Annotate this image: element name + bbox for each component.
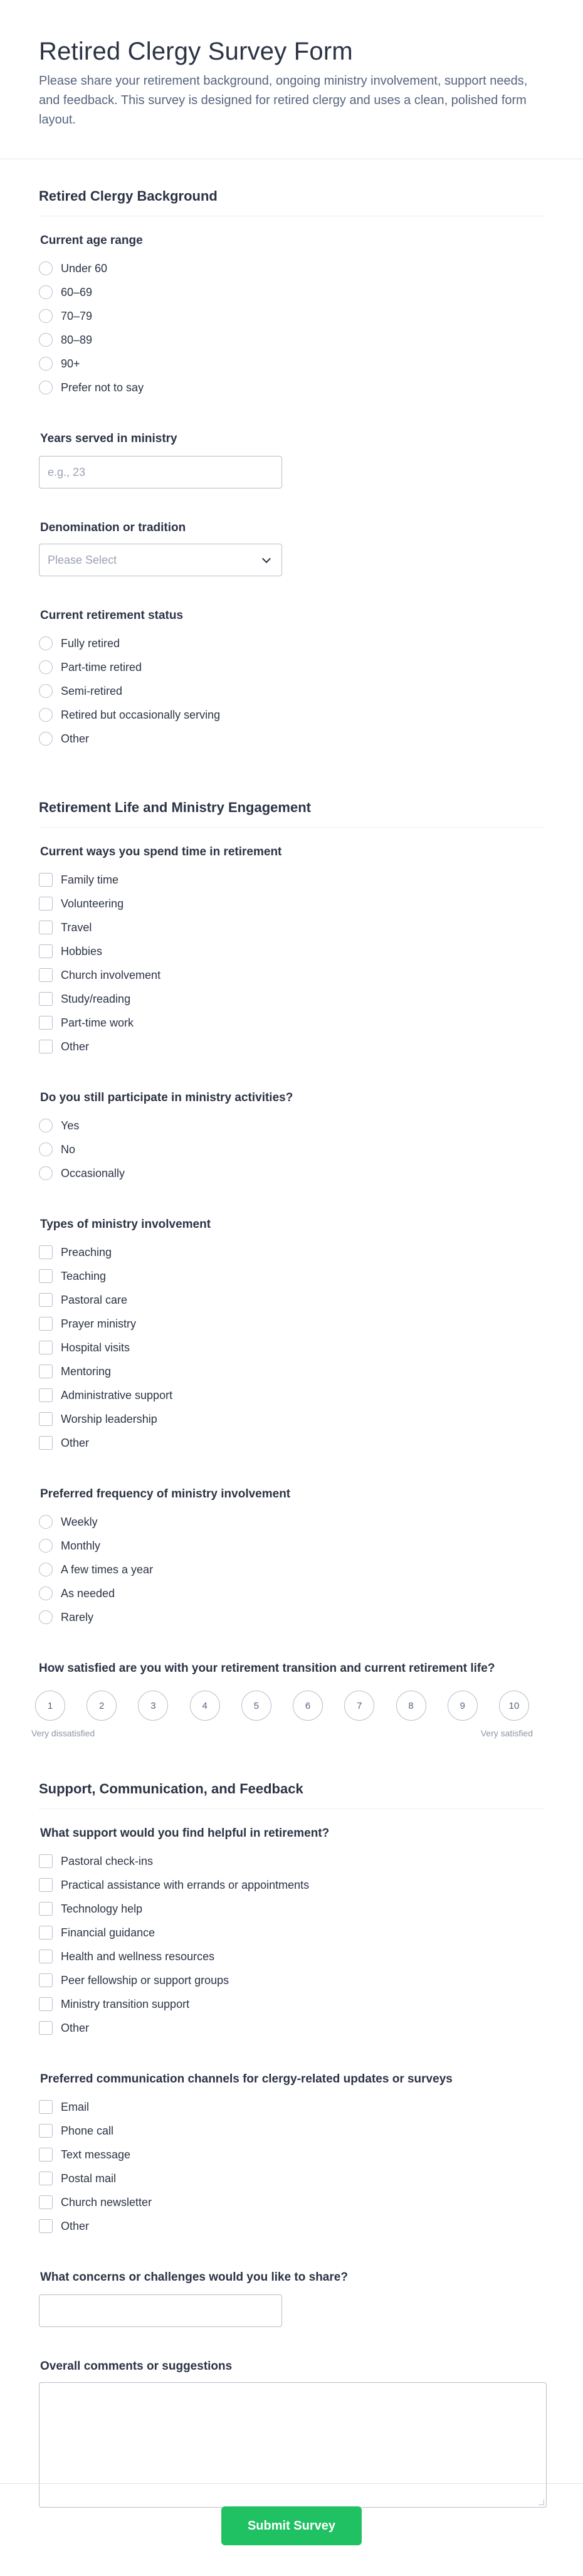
checkbox-option[interactable] [39,1288,544,1312]
radio-button[interactable] [39,285,53,299]
checkbox-option[interactable] [39,892,544,916]
question-frequency [39,1487,544,1629]
checkbox[interactable] [39,1854,53,1868]
checkbox[interactable] [39,2219,53,2233]
checkbox[interactable] [39,1926,53,1940]
radio-button[interactable] [39,1166,53,1180]
option-label: Weekly [61,1515,98,1528]
radio-button[interactable] [39,309,53,323]
checkbox-option[interactable] [39,1011,544,1035]
option-label: Hospital visits [61,1341,130,1354]
scale-point[interactable]: 9 [448,1691,478,1721]
section-title: Support, Communication, and Feedback [39,1781,303,1797]
checkbox-option[interactable] [39,2143,544,2167]
question-participate [39,1091,544,1185]
checkbox-option[interactable] [39,2016,544,2040]
checkbox-option[interactable] [39,916,544,939]
scale-point[interactable]: 6 [293,1691,323,1721]
question-years-served [39,432,544,488]
option-label: Fully retired [61,636,120,650]
checkbox[interactable] [39,1293,53,1307]
checkbox-option[interactable] [39,1945,544,1968]
option-label: Prayer ministry [61,1317,137,1330]
radio-option[interactable] [39,280,544,304]
option-label: Monthly [61,1539,101,1552]
checkbox-group [39,2095,544,2238]
radio-button[interactable] [39,660,53,674]
radio-option[interactable] [39,679,544,703]
question-label: Overall comments or suggestions [40,2360,233,2373]
checkbox-option[interactable] [39,1431,544,1455]
checkbox-option[interactable] [39,2167,544,2190]
radio-button[interactable] [39,357,53,371]
option-label: Retired but occasionally serving [61,708,221,721]
question-label: What concerns or challenges would you like to share? [40,2271,348,2284]
checkbox[interactable] [39,921,53,934]
option-label: Ministry transition support [61,1997,190,2010]
scale-point[interactable]: 8 [396,1691,426,1721]
option-label: Preaching [61,1245,112,1259]
checkbox-option[interactable] [39,1264,544,1288]
radio-button[interactable] [39,1586,53,1600]
option-label: Part-time retired [61,660,142,673]
scale-point[interactable]: 5 [241,1691,271,1721]
option-label: Under 60 [61,261,108,275]
option-label: Worship leadership [61,1412,157,1425]
option-label: Technology help [61,1902,143,1915]
question-satisfaction [31,1662,544,1738]
radio-button[interactable] [39,684,53,698]
checkbox[interactable] [39,1245,53,1259]
radio-button[interactable] [39,1119,53,1132]
radio-option[interactable] [39,655,544,679]
submit-button[interactable]: Submit Survey [221,2506,362,2545]
radio-option[interactable] [39,352,544,376]
radio-option[interactable] [39,376,544,399]
years-served-input[interactable] [39,456,282,488]
denomination-select[interactable] [39,544,282,576]
option-label: Pastoral care [61,1293,128,1306]
option-label: Phone call [61,2124,114,2137]
question-channels [39,2072,544,2238]
checkbox-option[interactable] [39,1873,544,1897]
option-label: Pastoral check-ins [61,1854,154,1867]
option-label: Mentoring [61,1365,112,1378]
question-spend-time [39,845,544,1058]
question-concerns [39,2271,544,2327]
option-label: Rarely [61,1610,94,1623]
option-label: Peer fellowship or support groups [61,1973,229,1987]
checkbox[interactable] [39,1269,53,1283]
section-header [39,1752,544,1809]
question-denomination [39,521,544,576]
checkbox-option[interactable] [39,2190,544,2214]
option-label: Teaching [61,1269,107,1282]
checkbox[interactable] [39,1388,53,1402]
option-label: No [61,1143,76,1156]
concerns-input[interactable] [39,2294,282,2327]
checkbox[interactable] [39,968,53,982]
radio-option[interactable] [39,1114,544,1138]
checkbox-option[interactable] [39,1992,544,2016]
section-header [39,159,544,216]
scale-low-label: Very dissatisfied [31,1728,95,1738]
question-label: Current ways you spend time in retirement [40,845,282,858]
radio-option[interactable] [39,1161,544,1185]
question-age-range [39,234,544,399]
scale-point[interactable]: 3 [138,1691,168,1721]
question-retirement-status [39,609,544,751]
radio-option[interactable] [39,328,544,352]
checkbox-option[interactable] [39,963,544,987]
section-engagement [0,771,583,1738]
radio-button[interactable] [39,333,53,347]
radio-option[interactable] [39,1558,544,1581]
option-label: As needed [61,1586,115,1600]
checkbox-option[interactable] [39,1240,544,1264]
radio-group [39,256,544,399]
checkbox[interactable] [39,873,53,887]
radio-group [39,1114,544,1185]
checkbox-option[interactable] [39,2119,544,2143]
radio-button[interactable] [39,1610,53,1624]
question-ministry-types [39,1218,544,1455]
question-label: Preferred frequency of ministry involvement [40,1487,291,1501]
checkbox[interactable] [39,944,53,958]
checkbox[interactable] [39,2021,53,2035]
checkbox-option[interactable] [39,1312,544,1336]
option-label: Other [61,1436,90,1449]
option-label: Practical assistance with errands or appointments [61,1878,310,1891]
section-title: Retirement Life and Ministry Engagement [39,800,311,815]
section-support [0,1752,583,2508]
checkbox[interactable] [39,1365,53,1378]
radio-option[interactable] [39,1581,544,1605]
radio-button[interactable] [39,636,53,650]
checkbox-option[interactable] [39,1383,544,1407]
option-label: Other [61,2219,90,2232]
checkbox-option[interactable] [39,1968,544,1992]
option-label: Semi-retired [61,684,123,697]
chevron-down-icon [262,554,271,562]
checkbox[interactable] [39,1016,53,1030]
checkbox-option[interactable] [39,1921,544,1945]
option-label: Church newsletter [61,2195,152,2209]
question-label: What support would you find helpful in retirement? [40,1827,330,1840]
question-label: Current age range [40,234,143,247]
option-label: Health and wellness resources [61,1950,215,1963]
question-label: Current retirement status [40,609,184,622]
form-footer [0,2483,583,2576]
checkbox-group [39,1849,544,2040]
checkbox-option[interactable] [39,1336,544,1359]
form-title: Retired Clergy Survey Form [39,38,353,65]
checkbox[interactable] [39,897,53,911]
option-label: Other [61,732,90,745]
radio-option[interactable] [39,703,544,727]
radio-button[interactable] [39,1515,53,1529]
checkbox[interactable] [39,2172,53,2185]
option-label: 70–79 [61,309,93,322]
checkbox[interactable] [39,1950,53,1963]
question-label: Preferred communication channels for clergy-related updates or surveys [40,2072,453,2086]
scale-point[interactable]: 4 [190,1691,220,1721]
radio-button[interactable] [39,708,53,722]
option-label: Yes [61,1119,80,1132]
scale-point[interactable]: 1 [35,1691,65,1721]
radio-option[interactable] [39,1534,544,1558]
question-label: Types of ministry involvement [40,1218,211,1231]
checkbox[interactable] [39,2124,53,2138]
checkbox-option[interactable] [39,868,544,892]
radio-button[interactable] [39,261,53,275]
option-label: Financial guidance [61,1926,155,1939]
checkbox[interactable] [39,2195,53,2209]
option-label: 60–69 [61,285,93,298]
section-title: Retired Clergy Background [39,188,218,204]
scale-point[interactable]: 10 [499,1691,529,1721]
checkbox[interactable] [39,2148,53,2162]
checkbox-option[interactable] [39,939,544,963]
checkbox[interactable] [39,1997,53,2011]
option-label: 90+ [61,357,80,370]
scale-end-labels [31,1728,533,1738]
checkbox-group [39,868,544,1058]
option-label: Administrative support [61,1388,173,1401]
checkbox-option[interactable] [39,2214,544,2238]
scale-point[interactable]: 7 [344,1691,374,1721]
radio-option[interactable] [39,1510,544,1534]
checkbox-group [39,1240,544,1455]
option-label: A few times a year [61,1563,154,1576]
question-helpful-support [39,1827,544,2040]
radio-button[interactable] [39,1143,53,1156]
radio-button[interactable] [39,381,53,394]
option-label: Volunteering [61,897,124,910]
option-label: Postal mail [61,2172,117,2185]
option-label: 80–89 [61,333,93,346]
question-label: Denomination or tradition [40,521,186,534]
checkbox-option[interactable] [39,1897,544,1921]
option-label: Text message [61,2148,131,2161]
option-label: Prefer not to say [61,381,144,394]
checkbox[interactable] [39,1412,53,1426]
option-label: Hobbies [61,944,103,958]
option-label: Study/reading [61,992,131,1005]
section-background [0,159,583,751]
option-label: Occasionally [61,1166,125,1180]
radio-group [39,1510,544,1629]
question-label: How satisfied are you with your retirement transition and current retirement life? [39,1662,495,1675]
option-label: Other [61,1040,90,1053]
radio-button[interactable] [39,732,53,746]
checkbox-option[interactable] [39,1407,544,1431]
section-header [39,771,544,828]
checkbox-option[interactable] [39,1035,544,1058]
radio-option[interactable] [39,1605,544,1629]
radio-option[interactable] [39,631,544,655]
checkbox[interactable] [39,1436,53,1450]
checkbox[interactable] [39,1878,53,1892]
checkbox-option[interactable] [39,2095,544,2119]
checkbox[interactable] [39,1902,53,1916]
scale-point[interactable]: 2 [87,1691,117,1721]
checkbox[interactable] [39,992,53,1006]
option-label: Part-time work [61,1016,134,1029]
form-description: Please share your retirement background, ongoing ministry involvement, support needs, and feedback. This survey is designed for retired clergy and uses a clean, polished form layout. [39,74,528,127]
scale-high-label: Very satisfied [480,1728,533,1738]
checkbox[interactable] [39,1341,53,1354]
option-label: Family time [61,873,119,886]
question-label: Years served in ministry [40,432,177,445]
option-label: Other [61,2021,90,2034]
checkbox[interactable] [39,1040,53,1053]
checkbox[interactable] [39,1317,53,1331]
form-header [0,0,583,159]
checkbox[interactable] [39,1973,53,1987]
radio-group [39,631,544,751]
question-label: Do you still participate in ministry activities? [40,1091,293,1104]
radio-option[interactable] [39,1138,544,1161]
checkbox-option[interactable] [39,1359,544,1383]
checkbox-option[interactable] [39,987,544,1011]
radio-option[interactable] [39,256,544,280]
radio-option[interactable] [39,304,544,328]
checkbox[interactable] [39,2100,53,2114]
select-value: Please Select [48,553,117,566]
satisfaction-scale [35,1691,529,1721]
option-label: Church involvement [61,968,161,981]
radio-button[interactable] [39,1563,53,1576]
checkbox-option[interactable] [39,1849,544,1873]
option-label: Travel [61,921,92,934]
option-label: Email [61,2100,90,2113]
radio-button[interactable] [39,1539,53,1553]
radio-option[interactable] [39,727,544,751]
